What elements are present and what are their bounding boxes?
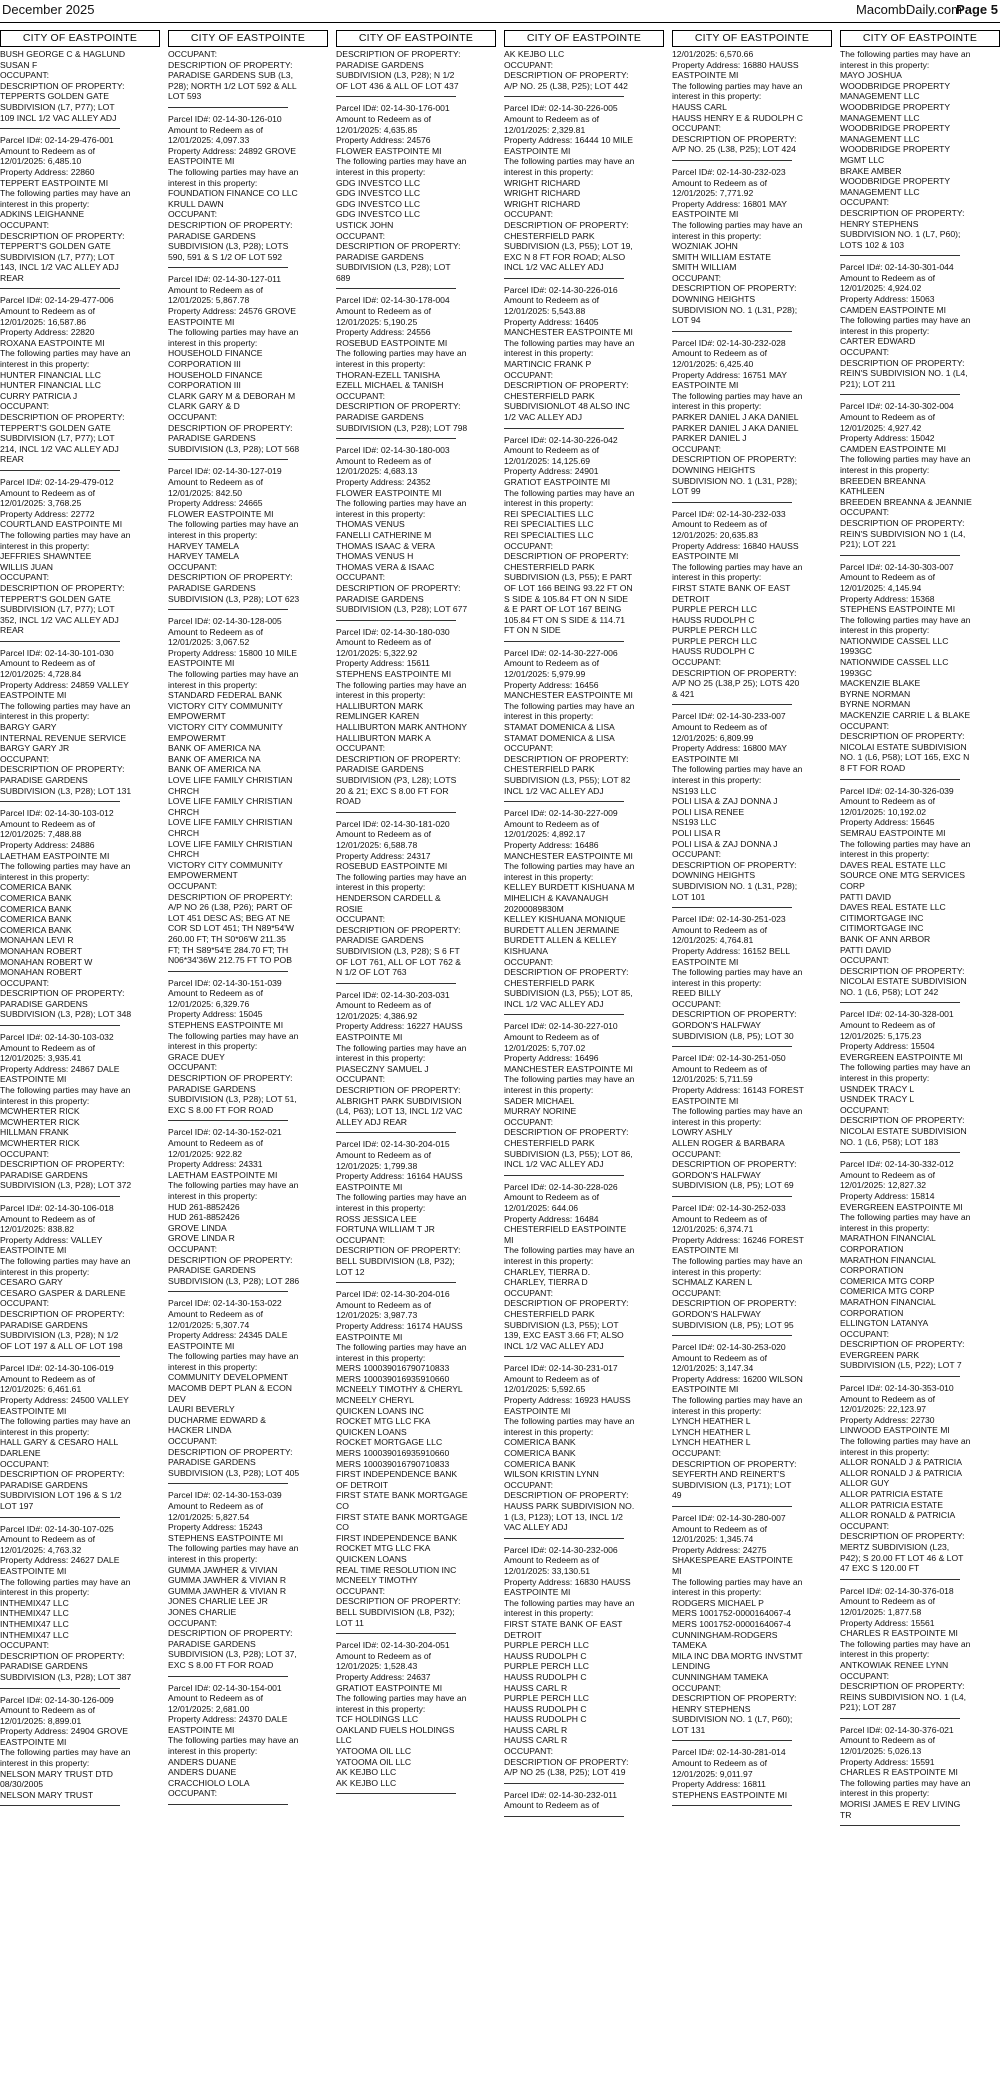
column-heading: CITY OF EASTPOINTE bbox=[336, 30, 496, 47]
parcel-notice-text: Parcel ID#: 02-14-30-227-006 Amount to Redeem as of 12/01/2025: 5,979.99 Property Address: 16456 MANCHESTER EASTPOINTE MI The following parties may have an interest in this property: STAMAT DOMENICA & LISA STAMAT DOMENICA & LISA OCCUPANT: DESCRIPTION OF PROPERTY: CHESTERFIELD PARK SUBDIVISION (L3, P55); LOT 82 INCL 1/2 VAC ALLEY ADJ bbox=[504, 647, 635, 796]
parcel-notice bbox=[336, 295, 468, 439]
parcel-notice-text: Parcel ID#: 02-14-30-176-001 Amount to Redeem as of 12/01/2025: 4,635.85 Property Address: 24576 FLOWER EASTPOINTE MI The following parties may have an interest in this property: GDG INVESTCO LLC GDG INVESTCO LLC GDG INVESTCO LLC GDG INVESTCO LLC USTICK JOHN OCCUPANT: DESCRIPTION OF PROPERTY: PARADISE GARDENS SUBDIVISION (L3, P28); LOT 689 bbox=[336, 103, 467, 283]
parcel-notice bbox=[336, 818, 467, 984]
parcel-notice bbox=[336, 626, 468, 813]
parcel-notice bbox=[336, 1289, 468, 1634]
parcel-notice-text: Parcel ID#: 02-14-30-328-001 Amount to Redeem as of 12/01/2025: 5,175.23 Property Address: 15504 EVERGREEN EASTPOINTE MI The following parties may have an interest in this property: USNDEK TRACY L USNDEK TRACY L OCCUPANT: DESCRIPTION OF PROPERTY: NICOLAI ESTATE SUBDIVISION NO. 1 (L6, P58); LOT 183 bbox=[840, 1009, 971, 1147]
parcel-notice bbox=[672, 1202, 804, 1336]
parcel-notice bbox=[0, 647, 132, 802]
parcel-notice-text: Parcel ID#: 02-14-30-232-028 Amount to Redeem as of 12/01/2025: 6,425.40 Property Address: 16751 MAY EASTPOINTE MI The following parties may have an interest in this property: PARKER DANIEL J AKA DANIEL PARKER DANIEL J AKA DANIEL PARKER DANIEL J OCCUPANT: DESCRIPTION OF PROPERTY: DOWNING HEIGHTS SUBDIVISION NO. 1 (L31, P28); LOT 99 bbox=[672, 337, 803, 497]
parcel-notice-text: Parcel ID#: 02-14-30-152-021 Amount to Redeem as of 12/01/2025: 922.82 Property Address: 24331 LAETHAM EASTPOINTE MI The following parties may have an interest in this property: HUD 261-8852426 HUD 261-8852426 GROVE LINDA GROVE LINDA R OCCUPANT: DESCRIPTION OF PROPERTY: PARADISE GARDENS SUBDIVISION (L3, P28); LOT 286 bbox=[168, 1127, 300, 1286]
parcel-notice-text: Parcel ID#: 02-14-30-280-007 Amount to Redeem as of 12/01/2025: 1,345.74 Property Address: 24275 SHAKESPEARE EASTPOINTE MI The following parties may have an interest in this property: RODGERS MICHAEL P MERS 1001752-0000164067-4 MERS 1001752-0000164067-4 CUNNINGHAM-RODGERS TAMEKA MILA INC DBA MORTG INVSTMT LENDING CUNNINGHAM TAMEKA OCCUPANT: DESCRIPTION OF PROPERTY: HENRY STEPHENS SUBDIVISION NO. 1 (L7, P60); LOT 131 bbox=[672, 1513, 803, 1735]
parcel-notice-text: Parcel ID#: 02-14-30-232-011 Amount to Redeem as of bbox=[504, 1789, 618, 1811]
notice-column bbox=[840, 30, 1000, 2099]
parcel-notice-text: Parcel ID#: 02-14-30-303-007 Amount to Redeem as of 12/01/2025: 4,145.94 Property Address: 15368 STEPHENS EASTPOINTE MI The following parties may have an interest in this property: NATIONWIDE CASSEL LLC 1993GC NATIONWIDE CASSEL LLC 1993GC MACKENZIE BLAKE BYRNE NORMAN BYRNE NORMAN MACKENZIE CARRIE L & BLAKE OCCUPANT: DESCRIPTION OF PROPERTY: NICOLAI ESTATE SUBDIVISION NO. 1 (L6, P58); LOT 165, EXC N 8 FT FOR ROAD bbox=[840, 561, 971, 773]
parcel-notice bbox=[672, 337, 803, 503]
parcel-notice bbox=[672, 711, 803, 908]
parcel-notice-text: AK KEJBO LLC OCCUPANT: DESCRIPTION OF PROPERTY: A/P NO. 25 (L38, P25); LOT 442 bbox=[504, 49, 629, 91]
parcel-notice bbox=[168, 466, 300, 610]
parcel-notice-text: Parcel ID#: 02-14-30-228-026 Amount to Redeem as of 12/01/2025: 644.06 Property Address: 16484 CHESTERFIELD EASTPOINTE MI The following parties may have an interest in this property: CHARLEY, TIERRA D. CHARLEY, TIERRA D OCCUPANT: DESCRIPTION OF PROPERTY: CHESTERFIELD PARK SUBDIVISION (L3, P55); LOT 139, EXC EAST 3.66 FT; ALSO INCL 1/2 VAC ALLEY ADJ bbox=[504, 1181, 635, 1351]
parcel-notice-text: BUSH GEORGE C & HAGLUND SUSAN F OCCUPANT: DESCRIPTION OF PROPERTY: TEPPERTS GOLDEN GATE SUBDIVISION (L7, P77); LOT 109 INCL 1/2 VAC ALLEY ADJ bbox=[0, 49, 126, 123]
notice-columns bbox=[0, 30, 1000, 2099]
parcel-notice-text: 12/01/2025: 6,570.66 Property Address: 16880 HAUSS EASTPOINTE MI The following parties may have an interest in this property: HAUSS CARL HAUSS HENRY E & RUDOLPH C OCCUPANT: DESCRIPTION OF PROPERTY: A/P NO. 25 (L38, P25); LOT 424 bbox=[672, 49, 804, 155]
parcel-notice bbox=[0, 295, 131, 471]
parcel-notice-text: Parcel ID#: 02-14-30-204-016 Amount to Redeem as of 12/01/2025: 3,987.73 Property Address: 16174 HAUSS EASTPOINTE MI The following parties may have an interest in this property: MERS 100039016790710833 MERS 100039016935910660 MCNEELY TIMOTHY & CHERYL MCNEELY CHERYL QUICKEN LOANS INC ROCKET MTG LLC FKA QUICKEN LOANS ROCKET MORTGAGE LLC MERS 100039016935910660 MERS 100039016790710833 FIRST INDEPENDENCE BANK OF DETROIT FIRST STATE BANK MORTGAGE CO FIRST STATE BANK MORTGAGE CO FIRST INDEPENDENCE BANK ROCKET MTG LLC FKA QUICKEN LOANS REAL TIME RESOLUTION INC MCNEELY TIMOTHY OCCUPANT: DESCRIPTION OF PROPERTY: BELL SUBDIVISION (L8, P32); LOT 11 bbox=[336, 1289, 468, 1628]
parcel-notice-text: Parcel ID#: 02-14-30-151-039 Amount to Redeem as of 12/01/2025: 6,329.76 Property Address: 15045 STEPHENS EASTPOINTE MI The following parties may have an interest in this property: GRACE DUEY OCCUPANT: DESCRIPTION OF PROPERTY: PARADISE GARDENS SUBDIVISION (L3, P28); LOT 51, EXC S 8.00 FT FOR ROAD bbox=[168, 977, 299, 1115]
parcel-notice bbox=[336, 103, 467, 289]
parcel-notice-text: Parcel ID#: 02-14-30-232-006 Amount to Redeem as of 12/01/2025: 33,130.51 Property Address: 16830 HAUSS EASTPOINTE MI The following parties may have an interest in this property: FIRST STATE BANK OF EAST DETROIT PURPLE PERCH LLC HAUSS RUDOLPH C PURPLE PERCH LLC HAUSS RUDOLPH C HAUSS CARL R PURPLE PERCH LLC HAUSS RUDOLPH C HAUSS RUDOLPH C HAUSS CARL R HAUSS CARL R OCCUPANT: DESCRIPTION OF PROPERTY: A/P NO 25 (L38, P25); LOT 419 bbox=[504, 1544, 635, 1778]
parcel-notice bbox=[168, 274, 300, 460]
parcel-notice-text: Parcel ID#: 02-14-30-107-025 Amount to Redeem as of 12/01/2025: 4,763.32 Property Address: 24627 DALE EASTPOINTE MI The following parties may have an interest in this property: INTHEMIX47 LLC INTHEMIX47 LLC INTHEMIX47 LLC INTHEMIX47 LLC OCCUPANT: DESCRIPTION OF PROPERTY: PARADISE GARDENS SUBDIVISION (L3, P28); LOT 387 bbox=[0, 1523, 132, 1682]
parcel-notice bbox=[504, 1021, 635, 1175]
parcel-notice-text: Parcel ID#: 02-14-30-332-012 Amount to Redeem as of 12/01/2025: 12,827.32 Property Address: 15814 EVERGREEN EASTPOINTE MI The following parties may have an interest in this property: MARATHON FINANCIAL CORPORATION MARATHON FINANCIAL CORPORATION COMERICA MTG CORP COMERICA MTG CORP MARATHON FINANCIAL CORPORATION ELLINGTON LATANYA OCCUPANT: DESCRIPTION OF PROPERTY: EVERGREEN PARK SUBDIVISION (L5, P22); LOT 7 bbox=[840, 1159, 971, 1371]
parcel-notice bbox=[168, 49, 297, 108]
parcel-notice bbox=[504, 1544, 635, 1784]
parcel-notice-text: Parcel ID#: 02-14-30-232-023 Amount to Redeem as of 12/01/2025: 7,771.92 Property Address: 16801 MAY EASTPOINTE MI The following parties may have an interest in this property: WOZNIAK JOHN SMITH WILLIAM ESTATE SMITH WILLIAM OCCUPANT: DESCRIPTION OF PROPERTY: DOWNING HEIGHTS SUBDIVISION NO. 1 (L31, P28); LOT 94 bbox=[672, 166, 803, 326]
column-heading: CITY OF EASTPOINTE bbox=[168, 30, 328, 47]
parcel-notice-text: Parcel ID#: 02-14-30-153-022 Amount to Redeem as of 12/01/2025: 5,307.74 Property Address: 24345 DALE EASTPOINTE MI The following parties may have an interest in this property: COMMUNITY DEVELOPMENT MACOMB DEPT PLAN & ECON DEV LAURI BEVERLY DUCHARME EDWARD & HACKER LINDA OCCUPANT: DESCRIPTION OF PROPERTY: PARADISE GARDENS SUBDIVISION (L3, P28); LOT 405 bbox=[168, 1298, 300, 1478]
parcel-notice bbox=[672, 508, 803, 706]
issue-date: December 2025 bbox=[2, 2, 95, 17]
parcel-notice bbox=[0, 49, 126, 129]
parcel-notice bbox=[840, 1383, 971, 1580]
parcel-notice bbox=[672, 166, 803, 332]
parcel-notice-text: DESCRIPTION OF PROPERTY: PARADISE GARDENS SUBDIVISION (L3, P28); N 1/2 OF LOT 436 & ALL OF LOT 437 bbox=[336, 49, 461, 91]
parcel-notice bbox=[672, 1053, 804, 1197]
parcel-notice-text: Parcel ID#: 02-14-30-353-010 Amount to Redeem as of 12/01/2025: 22,123.97 Property Address: 22730 LINWOOD EASTPOINTE MI The following parties may have an interest in this property: ALLOR RONALD J & PATRICIA ALLOR RONALD J & PATRICIA ALLOR GUY ALLOR PATRICIA ESTATE ALLOR PATRICIA ESTATE ALLOR RONALD & PATRICIA OCCUPANT: DESCRIPTION OF PROPERTY: MERTZ SUBDIVISION (L23, P42); S 20.00 FT LOT 46 & LOT 47 EXC S 120.00 FT bbox=[840, 1383, 971, 1574]
parcel-notice bbox=[840, 785, 971, 1004]
parcel-notice-text: Parcel ID#: 02-14-30-101-030 Amount to Redeem as of 12/01/2025: 4,728.84 Property Address: 24859 VALLEY EASTPOINTE MI The following parties may have an interest in this property: BARGY GARY INTERNAL REVENUE SERVICE BARGY GARY JR OCCUPANT: DESCRIPTION OF PROPERTY: PARADISE GARDENS SUBDIVISION (L3, P28); LOT 131 bbox=[0, 647, 132, 796]
parcel-notice bbox=[0, 476, 131, 642]
parcel-notice bbox=[0, 808, 132, 1026]
parcel-notice bbox=[0, 1363, 131, 1517]
parcel-notice-text: Parcel ID#: 02-14-30-231-017 Amount to Redeem as of 12/01/2025: 5,592.65 Property Address: 16923 HAUSS EASTPOINTE MI The following parties may have an interest in this property: COMERICA BANK COMERICA BANK COMERICA BANK WILSON KRISTIN LYNN OCCUPANT: DESCRIPTION OF PROPERTY: HAUSS PARK SUBDIVISION NO. 1 (L3, P123); LOT 13, INCL 1/2 VAC ALLEY ADJ bbox=[504, 1363, 635, 1533]
parcel-notice-text: Parcel ID#: 02-14-30-251-050 Amount to Redeem as of 12/01/2025: 5,711.59 Property Address: 16143 FOREST EASTPOINTE MI The following parties may have an interest in this property: LOWRY ASHLY ALLEN ROGER & BARBARA OCCUPANT: DESCRIPTION OF PROPERTY: GORDON'S HALFWAY SUBDIVISION (L8, P5); LOT 69 bbox=[672, 1053, 804, 1191]
column-heading: CITY OF EASTPOINTE bbox=[672, 30, 832, 47]
parcel-notice-text: Parcel ID#: 02-14-30-127-011 Amount to Redeem as of 12/01/2025: 5,867.78 Property Address: 24576 GROVE EASTPOINTE MI The following parties may have an interest in this property: HOUSEHOLD FINANCE CORPORATION III HOUSEHOLD FINANCE CORPORATION III CLARK GARY M & DEBORAH M CLARK GARY & D OCCUPANT: DESCRIPTION OF PROPERTY: PARADISE GARDENS SUBDIVISION (L3, P28); LOT 568 bbox=[168, 274, 300, 454]
parcel-notice bbox=[672, 1342, 803, 1507]
parcel-notice bbox=[840, 1585, 971, 1719]
parcel-notice-text: Parcel ID#: 02-14-30-154-001 Amount to Redeem as of 12/01/2025: 2,681.00 Property Address: 24370 DALE EASTPOINTE MI The following parties may have an interest in this property: ANDERS DUANE ANDERS DUANE CRACCHIOLO LOLA OCCUPANT: bbox=[168, 1682, 299, 1799]
parcel-notice bbox=[168, 1127, 300, 1292]
parcel-notice bbox=[840, 561, 971, 780]
parcel-notice-text: Parcel ID#: 02-14-30-126-010 Amount to Redeem as of 12/01/2025: 4,097.33 Property Address: 24892 GROVE EASTPOINTE MI The following parties may have an interest in this property: FOUNDATION FINANCE CO LLC KRULL DAWN OCCUPANT: DESCRIPTION OF PROPERTY: PARADISE GARDENS SUBDIVISION (L3, P28); LOTS 590, 591 & S 1/2 OF LOT 592 bbox=[168, 113, 299, 262]
column-heading: CITY OF EASTPOINTE bbox=[840, 30, 1000, 47]
parcel-notice bbox=[336, 445, 468, 621]
parcel-notice bbox=[504, 1790, 624, 1817]
parcel-notice bbox=[504, 434, 635, 642]
parcel-notice bbox=[0, 1202, 131, 1357]
parcel-notice-text: Parcel ID#: 02-14-30-226-016 Amount to Redeem as of 12/01/2025: 5,543.88 Property Address: 16405 MANCHESTER EASTPOINTE MI The following parties may have an interest in this property: MARTINCIC FRANK P OCCUPANT: DESCRIPTION OF PROPERTY: CHESTERFIELD PARK SUBDIVISIONLOT 48 ALSO INC 1/2 VAC ALLEY ADJ bbox=[504, 284, 635, 422]
parcel-notice bbox=[0, 135, 131, 289]
parcel-notice bbox=[0, 1032, 132, 1197]
parcel-notice-text: Parcel ID#: 02-14-30-376-021 Amount to Redeem as of 12/01/2025: 5,026.13 Property Address: 15591 CHARLES R EASTPOINTE MI The following parties may have an interest in this property: MORISI JAMES E REV LIVING TR bbox=[840, 1724, 971, 1820]
parcel-notice bbox=[336, 989, 467, 1134]
parcel-notice bbox=[504, 647, 635, 802]
parcel-notice bbox=[168, 616, 299, 972]
parcel-notice bbox=[336, 49, 461, 97]
parcel-notice bbox=[504, 49, 629, 97]
parcel-notice-text: OCCUPANT: DESCRIPTION OF PROPERTY: PARADISE GARDENS SUB (L3, P28); NORTH 1/2 LOT 592 & ALL LOT 593 bbox=[168, 49, 297, 102]
column-heading: CITY OF EASTPOINTE bbox=[504, 30, 664, 47]
parcel-notice-text: Parcel ID#: 02-14-30-181-020 Amount to Redeem as of 12/01/2025: 6,588.78 Property Address: 24317 ROSEBUD EASTPOINTE MI The following parties may have an interest in this property: HENDERSON CARDELL & ROSIE OCCUPANT: DESCRIPTION OF PROPERTY: PARADISE GARDENS SUBDIVISION (L3, P28); S 6 FT OF LOT 761, ALL OF LOT 762 & N 1/2 OF LOT 763 bbox=[336, 818, 467, 978]
parcel-notice-text: Parcel ID#: 02-14-30-232-033 Amount to Redeem as of 12/01/2025: 20,635.83 Property Address: 16840 HAUSS EASTPOINTE MI The following parties may have an interest in this property: FIRST STATE BANK OF EAST DETROIT PURPLE PERCH LLC HAUSS RUDOLPH C PURPLE PERCH LLC PURPLE PERCH LLC HAUSS RUDOLPH C OCCUPANT: DESCRIPTION OF PROPERTY: A/P NO 25 (L38,P 25); LOTS 420 & 421 bbox=[672, 508, 803, 699]
parcel-notice-text: Parcel ID#: 02-14-29-479-012 Amount to Redeem as of 12/01/2025: 3,768.25 Property Address: 22772 COURTLAND EASTPOINTE MI The following parties may have an interest in this property: JEFFRIES SHAWNTEE WILLIS JUAN OCCUPANT: DESCRIPTION OF PROPERTY: TEPPERT'S GOLDEN GATE SUBDIVISION (L7, P77); LOT 352, INCL 1/2 VAC ALLEY ADJ REAR bbox=[0, 476, 131, 636]
parcel-notice-text: Parcel ID#: 02-14-30-203-031 Amount to Redeem as of 12/01/2025: 4,386.92 Property Address: 16227 HAUSS EASTPOINTE MI The following parties may have an interest in this property: PIASECZNY SAMUEL J OCCUPANT: DESCRIPTION OF PROPERTY: ALBRIGHT PARK SUBDIVISION (L4, P63); LOT 13, INCL 1/2 VAC ALLEY ADJ REAR bbox=[336, 989, 467, 1127]
parcel-notice-text: Parcel ID#: 02-14-30-103-032 Amount to Redeem as of 12/01/2025: 3,935.41 Property Address: 24867 DALE EASTPOINTE MI The following parties may have an interest in this property: MCWHERTER RICK MCWHERTER RICK HILLMAN FRANK MCWHERTER RICK OCCUPANT: DESCRIPTION OF PROPERTY: PARADISE GARDENS SUBDIVISION (L3, P28); LOT 372 bbox=[0, 1032, 132, 1191]
notice-column bbox=[336, 30, 496, 2099]
parcel-notice bbox=[504, 284, 635, 429]
parcel-notice-text: Parcel ID#: 02-14-30-281-014 Amount to Redeem as of 12/01/2025: 9,011.97 Property Address: 16811 STEPHENS EASTPOINTE MI bbox=[672, 1747, 788, 1800]
parcel-notice bbox=[0, 1523, 132, 1689]
parcel-notice bbox=[672, 914, 803, 1047]
parcel-notice-text: Parcel ID#: 02-14-30-127-019 Amount to Redeem as of 12/01/2025: 842.50 Property Address: 24665 FLOWER EASTPOINTE MI The following parties may have an interest in this property: HARVEY TAMELA HARVEY TAMELA OCCUPANT: DESCRIPTION OF PROPERTY: PARADISE GARDENS SUBDIVISION (L3, P28); LOT 623 bbox=[168, 466, 300, 604]
parcel-notice-text: Parcel ID#: 02-14-30-226-005 Amount to Redeem as of 12/01/2025: 2,329.81 Property Address: 16444 10 MILE EASTPOINTE MI The following parties may have an interest in this property: WRIGHT RICHARD WRIGHT RICHARD WRIGHT RICHARD OCCUPANT: DESCRIPTION OF PROPERTY: CHESTERFIELD PARK SUBDIVISION (L3, P55); LOT 19, EXC N 8 FT FOR ROAD; ALSO INCL 1/2 VAC ALLEY ADJ bbox=[504, 103, 635, 273]
parcel-notice bbox=[840, 262, 971, 395]
parcel-notice bbox=[840, 49, 971, 256]
parcel-notice-text: Parcel ID#: 02-14-30-204-015 Amount to Redeem as of 12/01/2025: 1,799.38 Property Address: 16164 HAUSS EASTPOINTE MI The following parties may have an interest in this property: ROSS JESSICA LEE FORTUNA WILLIAM T JR OCCUPANT: DESCRIPTION OF PROPERTY: BELL SUBDIVISION (L8, P32); LOT 12 bbox=[336, 1139, 467, 1277]
parcel-notice-text: Parcel ID#: 02-14-30-233-007 Amount to Redeem as of 12/01/2025: 6,809.99 Property Address: 16800 MAY EASTPOINTE MI The following parties may have an interest in this property: NS193 LLC POLI LISA & ZAJ DONNA J POLI LISA RENEE NS193 LLC POLI LISA R POLI LISA & ZAJ DONNA J OCCUPANT: DESCRIPTION OF PROPERTY: DOWNING HEIGHTS SUBDIVISION NO. 1 (L31, P28); LOT 101 bbox=[672, 711, 803, 902]
parcel-notice bbox=[672, 1747, 792, 1806]
parcel-notice bbox=[504, 1181, 635, 1358]
parcel-notice bbox=[168, 113, 299, 268]
notice-column bbox=[672, 30, 832, 2099]
parcel-notice-text: Parcel ID#: 02-14-30-153-039 Amount to Redeem as of 12/01/2025: 5,827.54 Property Address: 15243 STEPHENS EASTPOINTE MI The following parties may have an interest in this property: GUMMA JAWHER & VIVIAN GUMMA JAWHER & VIVIAN R GUMMA JAWHER & VIVIAN R JONES CHARLIE LEE JR JONES CHARLIE OCCUPANT: DESCRIPTION OF PROPERTY: PARADISE GARDENS SUBDIVISION (L3, P28); LOT 37, EXC S 8.00 FT FOR ROAD bbox=[168, 1490, 299, 1670]
parcel-notice-text: Parcel ID#: 02-14-30-301-044 Amount to Redeem as of 12/01/2025: 4,924.02 Property Address: 15063 CAMDEN EASTPOINTE MI The following parties may have an interest in this property: CARTER EDWARD OCCUPANT: DESCRIPTION OF PROPERTY: REIN'S SUBDIVISION NO. 1 (L4, P21); LOT 211 bbox=[840, 262, 971, 389]
parcel-notice-text: Parcel ID#: 02-14-30-128-005 Amount to Redeem as of 12/01/2025: 3,067.52 Property Address: 15800 10 MILE EASTPOINTE MI The following parties may have an interest in this property: STANDARD FEDERAL BANK VICTORY CITY COMMUNITY EMPOWERMT VICTORY CITY COMMUNITY EMPOWERMT BANK OF AMERICA NA BANK OF AMERICA NA BANK OF AMERICA NA LOVE LIFE FAMILY CHRISTIAN CHRCH LOVE LIFE FAMILY CHRISTIAN CHRCH LOVE LIFE FAMILY CHRISTIAN CHRCH LOVE LIFE FAMILY CHRISTIAN CHRCH VICTORY CITY COMMUNITY EMPOWERMENT OCCUPANT: DESCRIPTION OF PROPERTY: A/P NO 26 (L38, P26); PART OF LOT 451 DESC AS; BEG AT NE COR SD LOT 451; TH N89*54'W 260.00 FT; TH S0*06'W 211.35 FT; TH S89*54'E 284.70 FT; TH N06*34'36W 212.75 FT TO POB bbox=[168, 616, 299, 966]
parcel-notice bbox=[336, 1139, 467, 1283]
parcel-notice-text: Parcel ID#: 02-14-30-103-012 Amount to Redeem as of 12/01/2025: 7,488.88 Property Address: 24886 LAETHAM EASTPOINTE MI The following parties may have an interest in this property: COMERICA BANK COMERICA BANK COMERICA BANK COMERICA BANK COMERICA BANK MONAHAN LEVI R MONAHAN ROBERT MONAHAN ROBERT W MONAHAN ROBERT OCCUPANT: DESCRIPTION OF PROPERTY: PARADISE GARDENS SUBDIVISION (L3, P28); LOT 348 bbox=[0, 808, 132, 1020]
parcel-notice-text: Parcel ID#: 02-14-30-252-033 Amount to Redeem as of 12/01/2025: 6,374.71 Property Address: 16246 FOREST EASTPOINTE MI The following parties may have an interest in this property: SCHMALZ KAREN L OCCUPANT: DESCRIPTION OF PROPERTY: GORDON'S HALFWAY SUBDIVISION (L8, P5); LOT 95 bbox=[672, 1202, 804, 1330]
parcel-notice bbox=[672, 49, 804, 161]
notice-column bbox=[504, 30, 664, 2099]
site-name: MacombDaily.com bbox=[856, 2, 962, 17]
parcel-notice-text: Parcel ID#: 02-14-30-302-004 Amount to Redeem as of 12/01/2025: 4,927.42 Property Address: 15042 CAMDEN EASTPOINTE MI The following parties may have an interest in this property: BREEDEN BREANNA KATHLEEN BREEDEN BREANNA & JEANNIE OCCUPANT: DESCRIPTION OF PROPERTY: REIN'S SUBDIVISION NO 1 (L4, P21); LOT 221 bbox=[840, 401, 972, 550]
parcel-notice-text: Parcel ID#: 02-14-30-180-003 Amount to Redeem as of 12/01/2025: 4,683.13 Property Address: 24352 FLOWER EASTPOINTE MI The following parties may have an interest in this property: THOMAS VENUS FANELLI CATHERINE M THOMAS ISAAC & VERA THOMAS VENUS H THOMAS VERA & ISAAC OCCUPANT: DESCRIPTION OF PROPERTY: PARADISE GARDENS SUBDIVISION (L3, P28); LOT 677 bbox=[336, 445, 468, 615]
parcel-notice-text: Parcel ID#: 02-14-30-180-030 Amount to Redeem as of 12/01/2025: 5,322.92 Property Address: 15611 STEPHENS EASTPOINTE MI The following parties may have an interest in this property: HALLIBURTON MARK REMLINGER KAREN HALLIBURTON MARK ANTHONY HALLIBURTON MARK A OCCUPANT: DESCRIPTION OF PROPERTY: PARADISE GARDENS SUBDIVISION (P3, L28); LOTS 20 & 21; EXC S 8.00 FT FOR ROAD bbox=[336, 626, 468, 807]
page-header bbox=[0, 0, 1000, 23]
parcel-notice-text: Parcel ID#: 02-14-30-178-004 Amount to Redeem as of 12/01/2025: 5,190.25 Property Address: 24556 ROSEBUD EASTPOINTE MI The following parties may have an interest in this property: THORAN-EZELL TANISHA EZELL MICHAEL & TANISH OCCUPANT: DESCRIPTION OF PROPERTY: PARADISE GARDENS SUBDIVISION (L3, P28); LOT 798 bbox=[336, 295, 468, 433]
parcel-notice bbox=[504, 103, 635, 279]
parcel-notice bbox=[168, 1490, 299, 1676]
parcel-notice-text: Parcel ID#: 02-14-30-251-023 Amount to Redeem as of 12/01/2025: 4,764.81 Property Address: 16152 BELL EASTPOINTE MI The following parties may have an interest in this property: REED BILLY OCCUPANT: DESCRIPTION OF PROPERTY: GORDON'S HALFWAY SUBDIVISION (L8, P5); LOT 30 bbox=[672, 914, 803, 1041]
parcel-notice-text: Parcel ID#: 02-14-30-227-009 Amount to Redeem as of 12/01/2025: 4,892.17 Property Address: 16486 MANCHESTER EASTPOINTE MI The following parties may have an interest in this property: KELLEY BURDETT KISHUANA M MIHELICH & KAVANAUGH 20200089830M KELLEY KISHUANA MONIQUE BURDETT ALLEN JERMAINE BURDETT ALLEN & KELLEY KISHUANA OCCUPANT: DESCRIPTION OF PROPERTY: CHESTERFIELD PARK SUBDIVISION (L3, P55); LOT 85, INCL 1/2 VAC ALLEY ADJ bbox=[504, 808, 635, 1009]
parcel-notice bbox=[672, 1513, 803, 1741]
parcel-notice-text: Parcel ID#: 02-14-30-204-051 Amount to Redeem as of 12/01/2025: 1,528.43 Property Address: 24637 GRATIOT EASTPOINTE MI The following parties may have an interest in this property: TCF HOLDINGS LLC OAKLAND FUELS HOLDINGS LLC YATOOMA OIL LLC YATOOMA OIL LLC AK KEJBO LLC AK KEJBO LLC bbox=[336, 1640, 467, 1788]
parcel-notice bbox=[168, 1298, 300, 1484]
parcel-notice-text: Parcel ID#: 02-14-30-253-020 Amount to Redeem as of 12/01/2025: 3,147.34 Property Address: 16200 WILSON EASTPOINTE MI The following parties may have an interest in this property: LYNCH HEATHER L LYNCH HEATHER L LYNCH HEATHER L OCCUPANT: DESCRIPTION OF PROPERTY: SEYFERTH AND REINERT'S SUBDIVISION (L3, P171); LOT 49 bbox=[672, 1342, 803, 1501]
parcel-notice bbox=[168, 1682, 299, 1806]
parcel-notice-text: Parcel ID#: 02-14-30-106-019 Amount to Redeem as of 12/01/2025: 6,461.61 Property Address: 24500 VALLEY EASTPOINTE MI The following parties may have an interest in this property: HALL GARY & CESARO HALL DARLENE OCCUPANT: DESCRIPTION OF PROPERTY: PARADISE GARDENS SUBDIVISION LOT 196 & S 1/2 LOT 197 bbox=[0, 1363, 131, 1511]
parcel-notice bbox=[504, 808, 635, 1015]
column-heading: CITY OF EASTPOINTE bbox=[0, 30, 160, 47]
parcel-notice bbox=[504, 1363, 635, 1539]
parcel-notice-text: Parcel ID#: 02-14-29-476-001 Amount to Redeem as of 12/01/2025: 6,485.10 Property Address: 22860 TEPPERT EASTPOINTE MI The following parties may have an interest in this property: ADKINS LEIGHANNE OCCUPANT: DESCRIPTION OF PROPERTY: TEPPERT'S GOLDEN GATE SUBDIVISION (L7, P77); LOT 143, INCL 1/2 VAC ALLEY ADJ REAR bbox=[0, 135, 131, 283]
parcel-notice bbox=[336, 1640, 467, 1794]
parcel-notice bbox=[840, 1159, 971, 1377]
parcel-notice-text: Parcel ID#: 02-14-30-106-018 Amount to Redeem as of 12/01/2025: 838.82 Property Address: VALLEY EASTPOINTE MI The following parties may have an interest in this property: CESARO GARY CESARO GASPER & DARLENE OCCUPANT: DESCRIPTION OF PROPERTY: PARADISE GARDENS SUBDIVISION (L3, P28); N 1/2 OF LOT 197 & ALL OF LOT 198 bbox=[0, 1202, 131, 1351]
parcel-notice-text: Parcel ID#: 02-14-30-226-042 Amount to Redeem as of 12/01/2025: 14,125.69 Property Address: 24901 GRATIOT EASTPOINTE MI The following parties may have an interest in this property: REI SPECIALTIES LLC REI SPECIALTIES LLC REI SPECIALTIES LLC OCCUPANT: DESCRIPTION OF PROPERTY: CHESTERFIELD PARK SUBDIVISION (L3, P55); E PART OF LOT 166 BEING 93.22 FT ON S SIDE & 105.84 FT ON N SIDE & E PART OF LOT 167 BEING 105.84 FT ON S SIDE & 114.71 FT ON N SIDE bbox=[504, 434, 635, 636]
parcel-notice-text: Parcel ID#: 02-14-30-376-018 Amount to Redeem as of 12/01/2025: 1,877.58 Property Address: 15561 CHARLES R EASTPOINTE MI The following parties may have an interest in this property: ANTKOWIAK RENEE LYNN OCCUPANT: DESCRIPTION OF PROPERTY: REINS SUBDIVISION NO. 1 (L4, P21); LOT 287 bbox=[840, 1585, 971, 1713]
parcel-notice-text: Parcel ID#: 02-14-30-126-009 Amount to Redeem as of 12/01/2025: 8,899.01 Property Address: 24904 GROVE EASTPOINTE MI The following parties may have an interest in this property: NELSON MARY TRUST DTD 08/30/2005 NELSON MARY TRUST bbox=[0, 1694, 131, 1800]
page-number: Page 5 bbox=[956, 2, 998, 17]
parcel-notice bbox=[840, 401, 972, 555]
notice-column bbox=[168, 30, 328, 2099]
parcel-notice-text: The following parties may have an interest in this property: MAYO JOSHUA WOODBRIDGE PROPERTY MANAGEMENT LLC WOODBRIDGE PROPERTY MANAGEMENT LLC WOODBRIDGE PROPERTY MANAGEMENT LLC WOODBRIDGE PROPERTY MGMT LLC BRAKE AMBER WOODBRIDGE PROPERTY MANAGEMENT LLC OCCUPANT: DESCRIPTION OF PROPERTY: HENRY STEPHENS SUBDIVISION NO. 1 (L7, P60); LOTS 102 & 103 bbox=[840, 49, 971, 250]
notice-column bbox=[0, 30, 160, 2099]
parcel-notice-text: Parcel ID#: 02-14-29-477-006 Amount to Redeem as of 12/01/2025: 16,587.86 Property Address: 22820 ROXANA EASTPOINTE MI The following parties may have an interest in this property: HUNTER FINANCIAL LLC HUNTER FINANCIAL LLC CURRY PATRICIA J OCCUPANT: DESCRIPTION OF PROPERTY: TEPPERT'S GOLDEN GATE SUBDIVISION (L7, P77); LOT 214, INCL 1/2 VAC ALLEY ADJ REAR bbox=[0, 295, 131, 465]
parcel-notice-text: Parcel ID#: 02-14-30-227-010 Amount to Redeem as of 12/01/2025: 5,707.02 Property Address: 16496 MANCHESTER EASTPOINTE MI The following parties may have an interest in this property: SADER MICHAEL MURRAY NORINE OCCUPANT: DESCRIPTION OF PROPERTY: CHESTERFIELD PARK SUBDIVISION (L3, P55); LOT 86, INCL 1/2 VAC ALLEY ADJ bbox=[504, 1021, 635, 1170]
parcel-notice-text: Parcel ID#: 02-14-30-326-039 Amount to Redeem as of 12/01/2025: 10,192.02 Property Address: 15645 SEMRAU EASTPOINTE MI The following parties may have an interest in this property: DAVES REAL ESTATE LLC SOURCE ONE MTG SERVICES CORP PATTI DAVID DAVES REAL ESTATE LLC CITIMORTGAGE INC CITIMORTGAGE INC BANK OF ANN ARBOR PATTI DAVID OCCUPANT: DESCRIPTION OF PROPERTY: NICOLAI ESTATE SUBDIVISION NO. 1 (L6, P58); LOT 242 bbox=[840, 785, 971, 997]
parcel-notice bbox=[0, 1694, 131, 1807]
parcel-notice bbox=[840, 1009, 971, 1153]
parcel-notice bbox=[840, 1724, 971, 1826]
parcel-notice bbox=[168, 977, 299, 1122]
